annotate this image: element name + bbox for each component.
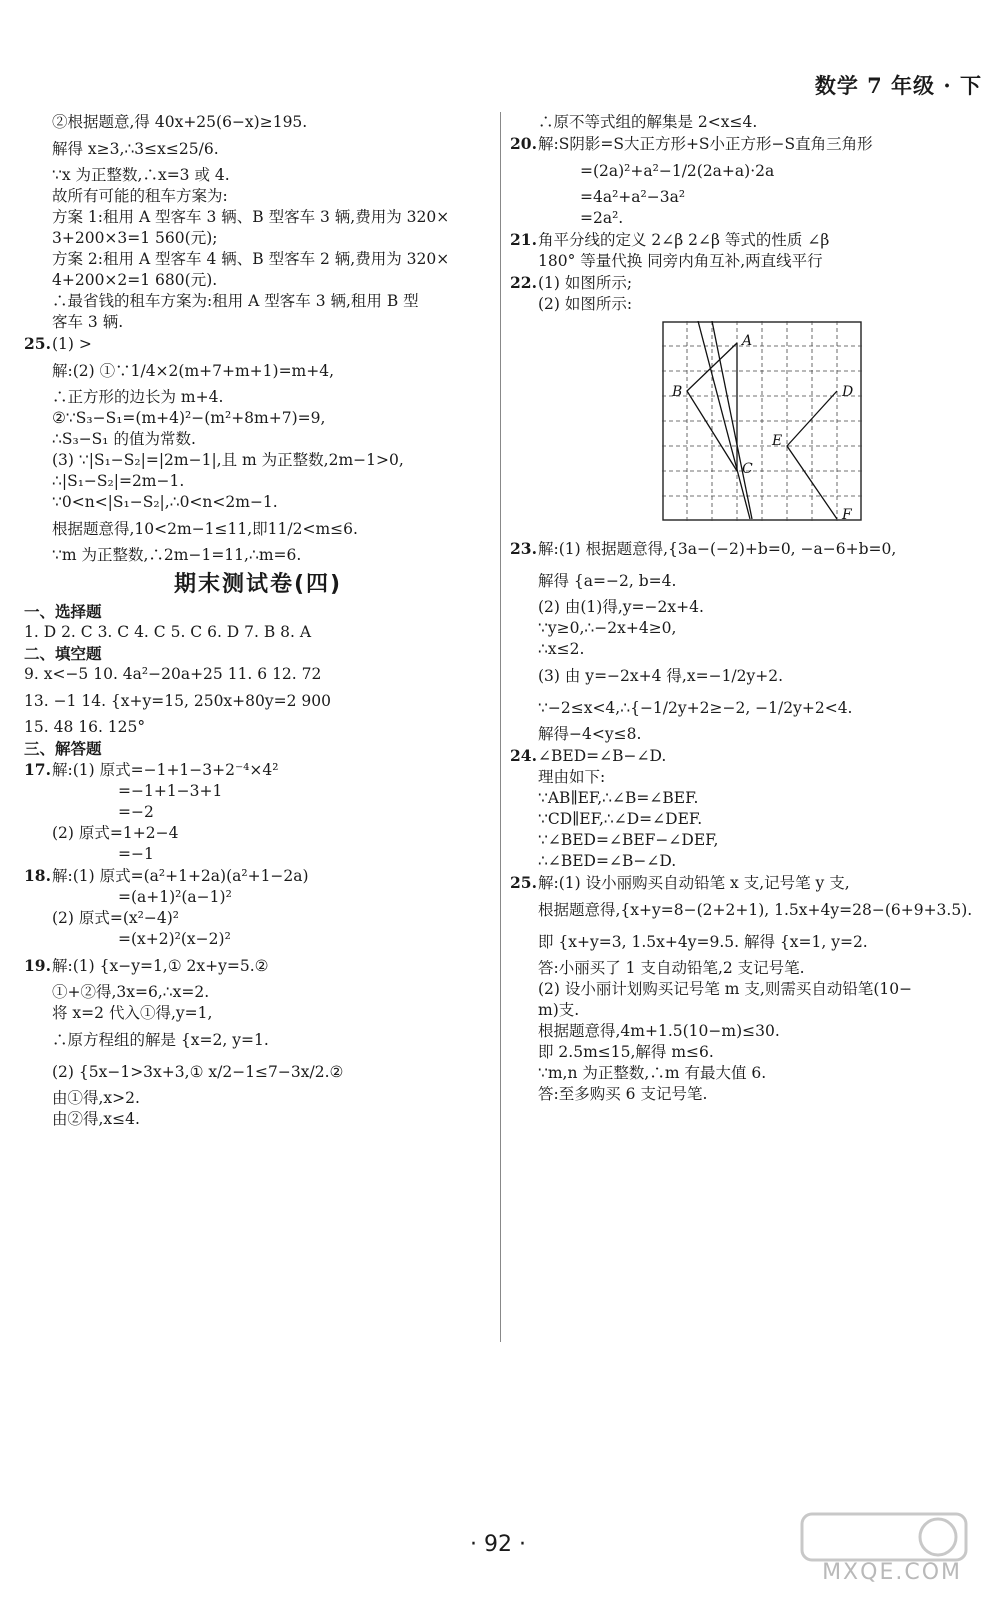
answer-line [510, 724, 986, 745]
answer-line [24, 355, 492, 387]
answer-text: =(x+2)²(x−2)² [118, 930, 231, 948]
answer-line [24, 408, 492, 429]
answer-line [24, 982, 492, 1003]
answer-line [24, 865, 492, 887]
answer-line [24, 333, 492, 355]
answer-text: 根据题意得,{x+y=8−(2+2+1), 1.5x+4y=28−(6+9+3.5). [538, 901, 973, 919]
answer-line [24, 1003, 492, 1024]
answer-line [510, 155, 986, 187]
answer-text: 解:(1) 根据题意得,{3a−(−2)+b=0, −a−6+b=0, [538, 540, 897, 558]
answer-line [510, 926, 986, 958]
question-number: 25. [24, 334, 51, 353]
left-answers-part2 [24, 601, 492, 1130]
answer-line [510, 809, 986, 830]
answer-text: (3) ∵|S₁−S₂|=|2m−1|,且 m 为正整数,2m−1>0, [52, 451, 404, 469]
answer-text: (3) 由 y=−2x+4 得,x=−1/2y+2. [538, 667, 784, 685]
answer-line [24, 186, 492, 207]
answer-text: 15. 48 16. 125° [24, 718, 146, 736]
left-answers-part1 [24, 112, 492, 566]
column-divider [500, 112, 501, 1342]
answer-text: (2) {5x−1>3x+3,① x/2−1≤7−3x/2.② [52, 1063, 344, 1081]
answer-text: (2) 如图所示: [538, 295, 633, 313]
answer-line [510, 1042, 986, 1063]
answer-line [24, 492, 492, 513]
answer-text: 解得 x≥3,∴3≤x≤25/6. [52, 140, 219, 158]
answer-text: ∴原方程组的解是 {x=2, y=1. [52, 1031, 269, 1049]
answer-text: 客车 3 辆. [52, 313, 124, 331]
answer-line [24, 781, 492, 802]
answer-text: 解得 {a=−2, b=4. [538, 572, 677, 590]
right-answers-part2 [510, 533, 986, 1105]
label-c: C [742, 461, 753, 477]
answer-line [24, 249, 492, 270]
answer-text: 答:至多购买 6 支记号笔. [538, 1085, 708, 1103]
answer-text: ∵CD∥EF,∴∠D=∠DEF. [538, 810, 703, 828]
answer-line [24, 312, 492, 333]
answer-text: =−1+1−3+1 [118, 782, 223, 800]
answer-line [510, 133, 986, 155]
answer-line [510, 894, 986, 926]
question-number: 25. [510, 873, 537, 892]
answer-line [510, 660, 986, 692]
answer-text: 3+200×3=1 560(元); [52, 229, 218, 247]
answer-text: ∵−2≤x<4,∴{−1/2y+2≥−2, −1/2y+2<4. [538, 699, 853, 717]
label-b: B [672, 384, 683, 400]
answer-text: 解:(2) ①∵1/4×2(m+7+m+1)=m+4, [52, 362, 335, 380]
section-title: 期末测试卷(四) [173, 572, 343, 597]
answer-line [24, 291, 492, 312]
answer-text: ①+②得,3x=6,∴x=2. [52, 983, 210, 1001]
answer-text: 由①得,x>2. [52, 1089, 140, 1107]
question-number: 20. [510, 134, 537, 153]
answer-line [24, 887, 492, 908]
answer-line [510, 958, 986, 979]
answer-text: =4a²+a²−3a² [580, 188, 686, 206]
answer-line [510, 229, 986, 251]
answer-text: (2) 由(1)得,y=−2x+4. [538, 598, 704, 616]
page-number: · 92 · [470, 1532, 526, 1557]
answer-line [24, 1088, 492, 1109]
answer-text: 方案 2:租用 A 型客车 4 辆、B 型客车 2 辆,费用为 320× [52, 250, 450, 268]
answer-text: ∴S₃−S₁ 的值为常数. [52, 430, 196, 448]
answer-line [24, 513, 492, 545]
answer-text: =−2 [118, 803, 154, 821]
answer-text: =2a². [580, 209, 624, 227]
question-number: 24. [510, 746, 537, 765]
answer-text: ∴|S₁−S₂|=2m−1. [52, 472, 185, 490]
answer-line [510, 1000, 986, 1021]
answer-text: 答:小丽买了 1 支自动铅笔,2 支记号笔. [538, 959, 805, 977]
answer-line [510, 692, 986, 724]
answer-line [510, 745, 986, 767]
grid-graph-svg [662, 321, 862, 521]
answer-line [24, 950, 492, 982]
answer-line [24, 664, 492, 685]
watermark-text: MXQE.COM [822, 1560, 962, 1585]
answer-line [24, 270, 492, 291]
answer-line [24, 207, 492, 228]
answer-text: 解:(1) 原式=−1+1−3+2⁻⁴×4² [52, 761, 279, 779]
answer-line [24, 387, 492, 408]
answer-text: 13. −1 14. {x+y=15, 250x+80y=2 900 [24, 692, 331, 710]
answer-line [24, 908, 492, 929]
question-number: 23. [510, 539, 537, 558]
answer-line [24, 643, 492, 664]
question-number: 21. [510, 230, 537, 249]
answer-text: 根据题意得,4m+1.5(10−m)≤30. [538, 1022, 780, 1040]
answer-text: (2) 原式=(x²−4)² [52, 909, 179, 927]
answer-text: (1) 如图所示; [538, 274, 633, 292]
answer-line [24, 717, 492, 738]
question-number: 18. [24, 866, 51, 885]
answer-text: ∵x 为正整数,∴x=3 或 4. [52, 166, 230, 184]
answer-text: ∴∠BED=∠B−∠D. [538, 852, 677, 870]
answer-text: 角平分线的定义 2∠β 2∠β 等式的性质 ∠β [538, 231, 830, 249]
answer-text: ∵AB∥EF,∴∠B=∠BEF. [538, 789, 699, 807]
answer-text: 180° 等量代换 同旁内角互补,两直线平行 [538, 252, 823, 270]
answer-line [510, 533, 986, 565]
answer-line [24, 228, 492, 249]
answer-text: 即 {x+y=3, 1.5x+4y=9.5. 解得 {x=1, y=2. [538, 933, 868, 951]
answer-line [24, 545, 492, 566]
answer-line [510, 1063, 986, 1084]
answer-line [510, 208, 986, 229]
answer-text: ∵0<n<|S₁−S₂|,∴0<n<2m−1. [52, 493, 278, 511]
answer-text: 由②得,x≤4. [52, 1110, 140, 1128]
answer-text: 解:S阴影=S大正方形+S小正方形−S直角三角形 [538, 135, 873, 153]
answer-text: =−1 [118, 845, 154, 863]
answer-line [510, 112, 986, 133]
answer-text: =(a+1)²(a−1)² [118, 888, 232, 906]
answer-line [510, 872, 986, 894]
answer-line [510, 788, 986, 809]
answer-text: 解:(1) {x−y=1,① 2x+y=5.② [52, 957, 269, 975]
answer-line [24, 601, 492, 622]
answer-line [510, 272, 986, 294]
left-column [24, 112, 492, 1130]
label-f: F [842, 507, 852, 521]
answer-line [510, 251, 986, 272]
answer-line [24, 450, 492, 471]
answer-line [510, 979, 986, 1000]
answer-text: 9. x<−5 10. 4a²−20a+25 11. 6 12. 72 [24, 665, 322, 683]
answer-line [24, 622, 492, 643]
answer-text: (2) 原式=1+2−4 [52, 824, 179, 842]
question-number: 22. [510, 273, 537, 292]
answer-line [24, 133, 492, 165]
answer-line [24, 929, 492, 950]
answer-text: ∠BED=∠B−∠D. [538, 747, 667, 765]
answer-text: 即 2.5m≤15,解得 m≤6. [538, 1043, 714, 1061]
answer-line [24, 471, 492, 492]
answer-text: 解:(1) 原式=(a²+1+2a)(a²+1−2a) [52, 867, 309, 885]
long-line-2 [712, 321, 752, 519]
answer-text: 二、填空题 [24, 644, 102, 663]
answer-text: 一、选择题 [24, 602, 102, 621]
answer-line [510, 618, 986, 639]
answer-text: 根据题意得,10<2m−1≤11,即11/2<m≤6. [52, 520, 358, 538]
answer-text: m)支. [538, 1001, 580, 1019]
answer-text: ②根据题意,得 40x+25(6−x)≥195. [52, 113, 308, 131]
answer-line [510, 851, 986, 872]
answer-line [510, 294, 986, 315]
answer-text: =(2a)²+a²−1/2(2a+a)·2a [580, 162, 775, 180]
answer-text: ∴x≤2. [538, 640, 585, 658]
answer-text: 解得−4<y≤8. [538, 725, 642, 743]
answer-text: 三、解答题 [24, 739, 102, 758]
answer-text: 1. D 2. C 3. C 4. C 5. C 6. D 7. B 8. A [24, 623, 312, 641]
answer-line [24, 823, 492, 844]
answer-line [24, 1056, 492, 1088]
answer-text: 解:(1) 设小丽购买自动铅笔 x 支,记号笔 y 支, [538, 874, 850, 892]
answer-text: 方案 1:租用 A 型客车 3 辆、B 型客车 3 辆,费用为 320× [52, 208, 450, 226]
answer-text: 理由如下: [538, 768, 606, 786]
answer-line [24, 429, 492, 450]
grid-lines [662, 321, 862, 521]
label-e: E [772, 433, 783, 449]
question-number: 17. [24, 760, 51, 779]
answer-line [510, 830, 986, 851]
answer-text: (2) 设小丽计划购买记号笔 m 支,则需买自动铅笔(10− [538, 980, 913, 998]
label-d: D [842, 384, 854, 400]
question-number: 19. [24, 956, 51, 975]
answer-line [510, 187, 986, 208]
answer-line [510, 565, 986, 597]
answer-line [510, 1084, 986, 1105]
answer-line [24, 738, 492, 759]
answer-text: ∵m 为正整数,∴2m−1=11,∴m=6. [52, 546, 302, 564]
answer-line [24, 759, 492, 781]
answer-text: ∵m,n 为正整数,∴m 有最大值 6. [538, 1064, 767, 1082]
answer-text: 将 x=2 代入①得,y=1, [52, 1004, 213, 1022]
answer-line [510, 639, 986, 660]
label-a: A [742, 333, 753, 349]
answer-text: ∴原不等式组的解集是 2<x≤4. [538, 113, 758, 131]
answer-line [24, 112, 492, 133]
answer-text: ②∵S₃−S₁=(m+4)²−(m²+8m+7)=9, [52, 409, 326, 427]
grid-figure [662, 321, 986, 527]
answer-text: (1) > [52, 335, 92, 353]
answer-text: ∵y≥0,∴−2x+4≥0, [538, 619, 677, 637]
answer-text: ∴正方形的边长为 m+4. [52, 388, 224, 406]
page-header: 数学 7 年级 · 下 [814, 73, 982, 98]
answer-text: 4+200×2=1 680(元). [52, 271, 218, 289]
answer-text: ∴最省钱的租车方案为:租用 A 型客车 3 辆,租用 B 型 [52, 292, 419, 310]
answer-text: ∵∠BED=∠BEF−∠DEF, [538, 831, 719, 849]
answer-line [510, 597, 986, 618]
right-answers-part1 [510, 112, 986, 315]
answer-line [510, 1021, 986, 1042]
answer-line [24, 802, 492, 823]
answer-line [24, 165, 492, 186]
answer-line [24, 1024, 492, 1056]
answer-text: 故所有可能的租车方案为: [52, 187, 228, 205]
answer-line [510, 767, 986, 788]
right-column [510, 112, 986, 1105]
answer-line [24, 685, 492, 717]
answer-line [24, 844, 492, 865]
answer-line [24, 1109, 492, 1130]
